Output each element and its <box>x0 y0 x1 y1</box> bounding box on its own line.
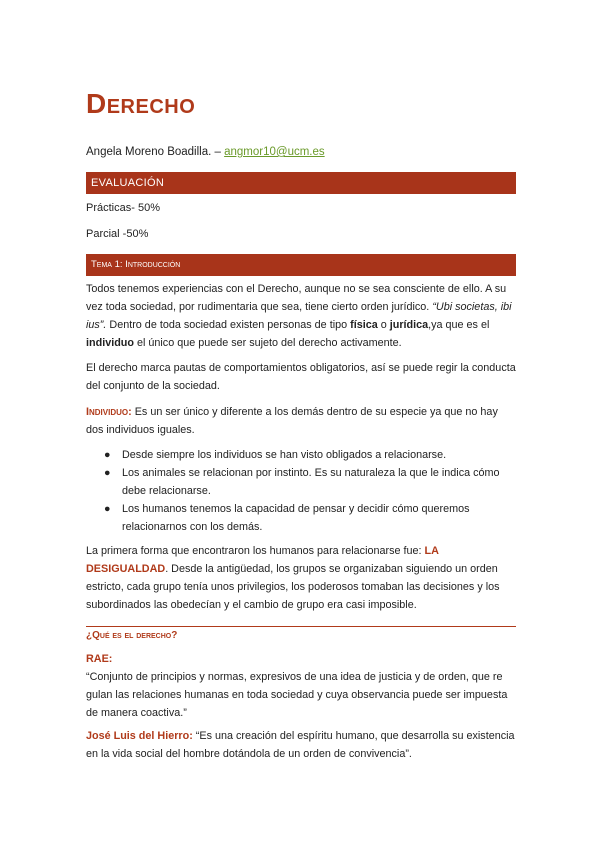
desigualdad-paragraph <box>86 542 516 614</box>
p1-bold-individuo: individuo <box>86 337 134 349</box>
list-item-text: Los humanos tenemos la capacidad de pensar y decidir cómo queremos relacionarnos con los demás. <box>122 503 470 533</box>
individuo-definition <box>86 403 516 439</box>
individuo-text: Es un ser único y diferente a los demás dentro de su especie ya que no hay dos individuos iguales. <box>86 406 498 436</box>
rae-text: “Conjunto de principios y normas, expresivos de una idea de justicia y de orden, que re gulan las relaciones humanas en toda sociedad y cuya observancia puede ser impuesta de manera coactiva.” <box>86 671 508 719</box>
list-item-text: Los animales se relacionan por instinto. Es su naturaleza la que le indica cómo debe relacionarse. <box>122 467 500 497</box>
p2-text: El derecho marca pautas de comportamientos obligatorios, así se puede regir la conducta del conjunto de la sociedad. <box>86 362 516 392</box>
author-email-link[interactable]: angmor10@ucm.es <box>224 146 325 158</box>
p1-quote: “Ubi societas, ibi ius”. <box>86 301 512 331</box>
p1-text-4: ,ya que es el <box>428 319 490 331</box>
rae-definition <box>86 650 516 722</box>
tema1-paragraph-2 <box>86 359 516 395</box>
section-divider <box>86 626 516 627</box>
p1-text-3: o <box>377 319 390 331</box>
list-item <box>86 500 516 536</box>
bullet-dot-icon: ● <box>104 449 111 461</box>
que-es-derecho-heading: ¿Qué es el derecho? <box>86 630 178 641</box>
document-title: Derecho <box>86 88 196 119</box>
p1-text-2: Dentro de toda sociedad existen personas de tipo <box>106 319 351 331</box>
individuo-bullet-list <box>86 446 516 536</box>
evaluacion-item-parcial: Parcial -50% <box>86 228 149 240</box>
bullet-dot-icon: ● <box>104 503 111 515</box>
bullet-dot-icon: ● <box>104 467 111 479</box>
tema1-paragraph-1 <box>86 280 516 352</box>
author-line <box>86 146 325 158</box>
jlh-text: “Es una creación del espíritu humano, que desarrolla su existencia en la vida social del hombre dotándola de un orden de convivencia”. <box>86 730 515 760</box>
author-name: Angela Moreno Boadilla. – <box>86 146 221 158</box>
individuo-label: Individuo: <box>86 406 132 418</box>
list-item <box>86 464 516 500</box>
p3-text-2: . Desde la antigüedad, los grupos se organizaban siguiendo un orden estricto, cada grupo tenía unos privilegios, los poderosos tomaban las decisiones y los subordinados las obedecían y el cambio de grupo era casi imposible. <box>86 563 500 611</box>
jlh-label: José Luis del Hierro: <box>86 730 193 742</box>
p1-bold-fisica: física <box>350 319 378 331</box>
rae-label: RAE: <box>86 653 113 665</box>
jlh-definition <box>86 727 516 763</box>
p3-text-1: La primera forma que encontraron los humanos para relacionarse fue: <box>86 545 425 557</box>
evaluacion-header: EVALUACIÓN <box>86 172 516 194</box>
desigualdad-highlight: LA DESIGUALDAD <box>86 545 439 575</box>
list-item <box>86 446 516 464</box>
evaluacion-item-practicas: Prácticas- 50% <box>86 202 160 214</box>
p1-text-1: Todos tenemos experiencias con el Derecho, aunque no se sea consciente de ello. A su vez toda sociedad, por rudimentaria que sea, tiene cierto orden jurídico. <box>86 283 507 313</box>
p1-text-5: el único que puede ser sujeto del derecho activamente. <box>133 337 402 349</box>
tema1-header: Tema 1: Introducción <box>86 254 516 276</box>
p1-bold-juridica: jurídica <box>389 319 429 331</box>
list-item-text: Desde siempre los individuos se han visto obligados a relacionarse. <box>122 449 447 461</box>
